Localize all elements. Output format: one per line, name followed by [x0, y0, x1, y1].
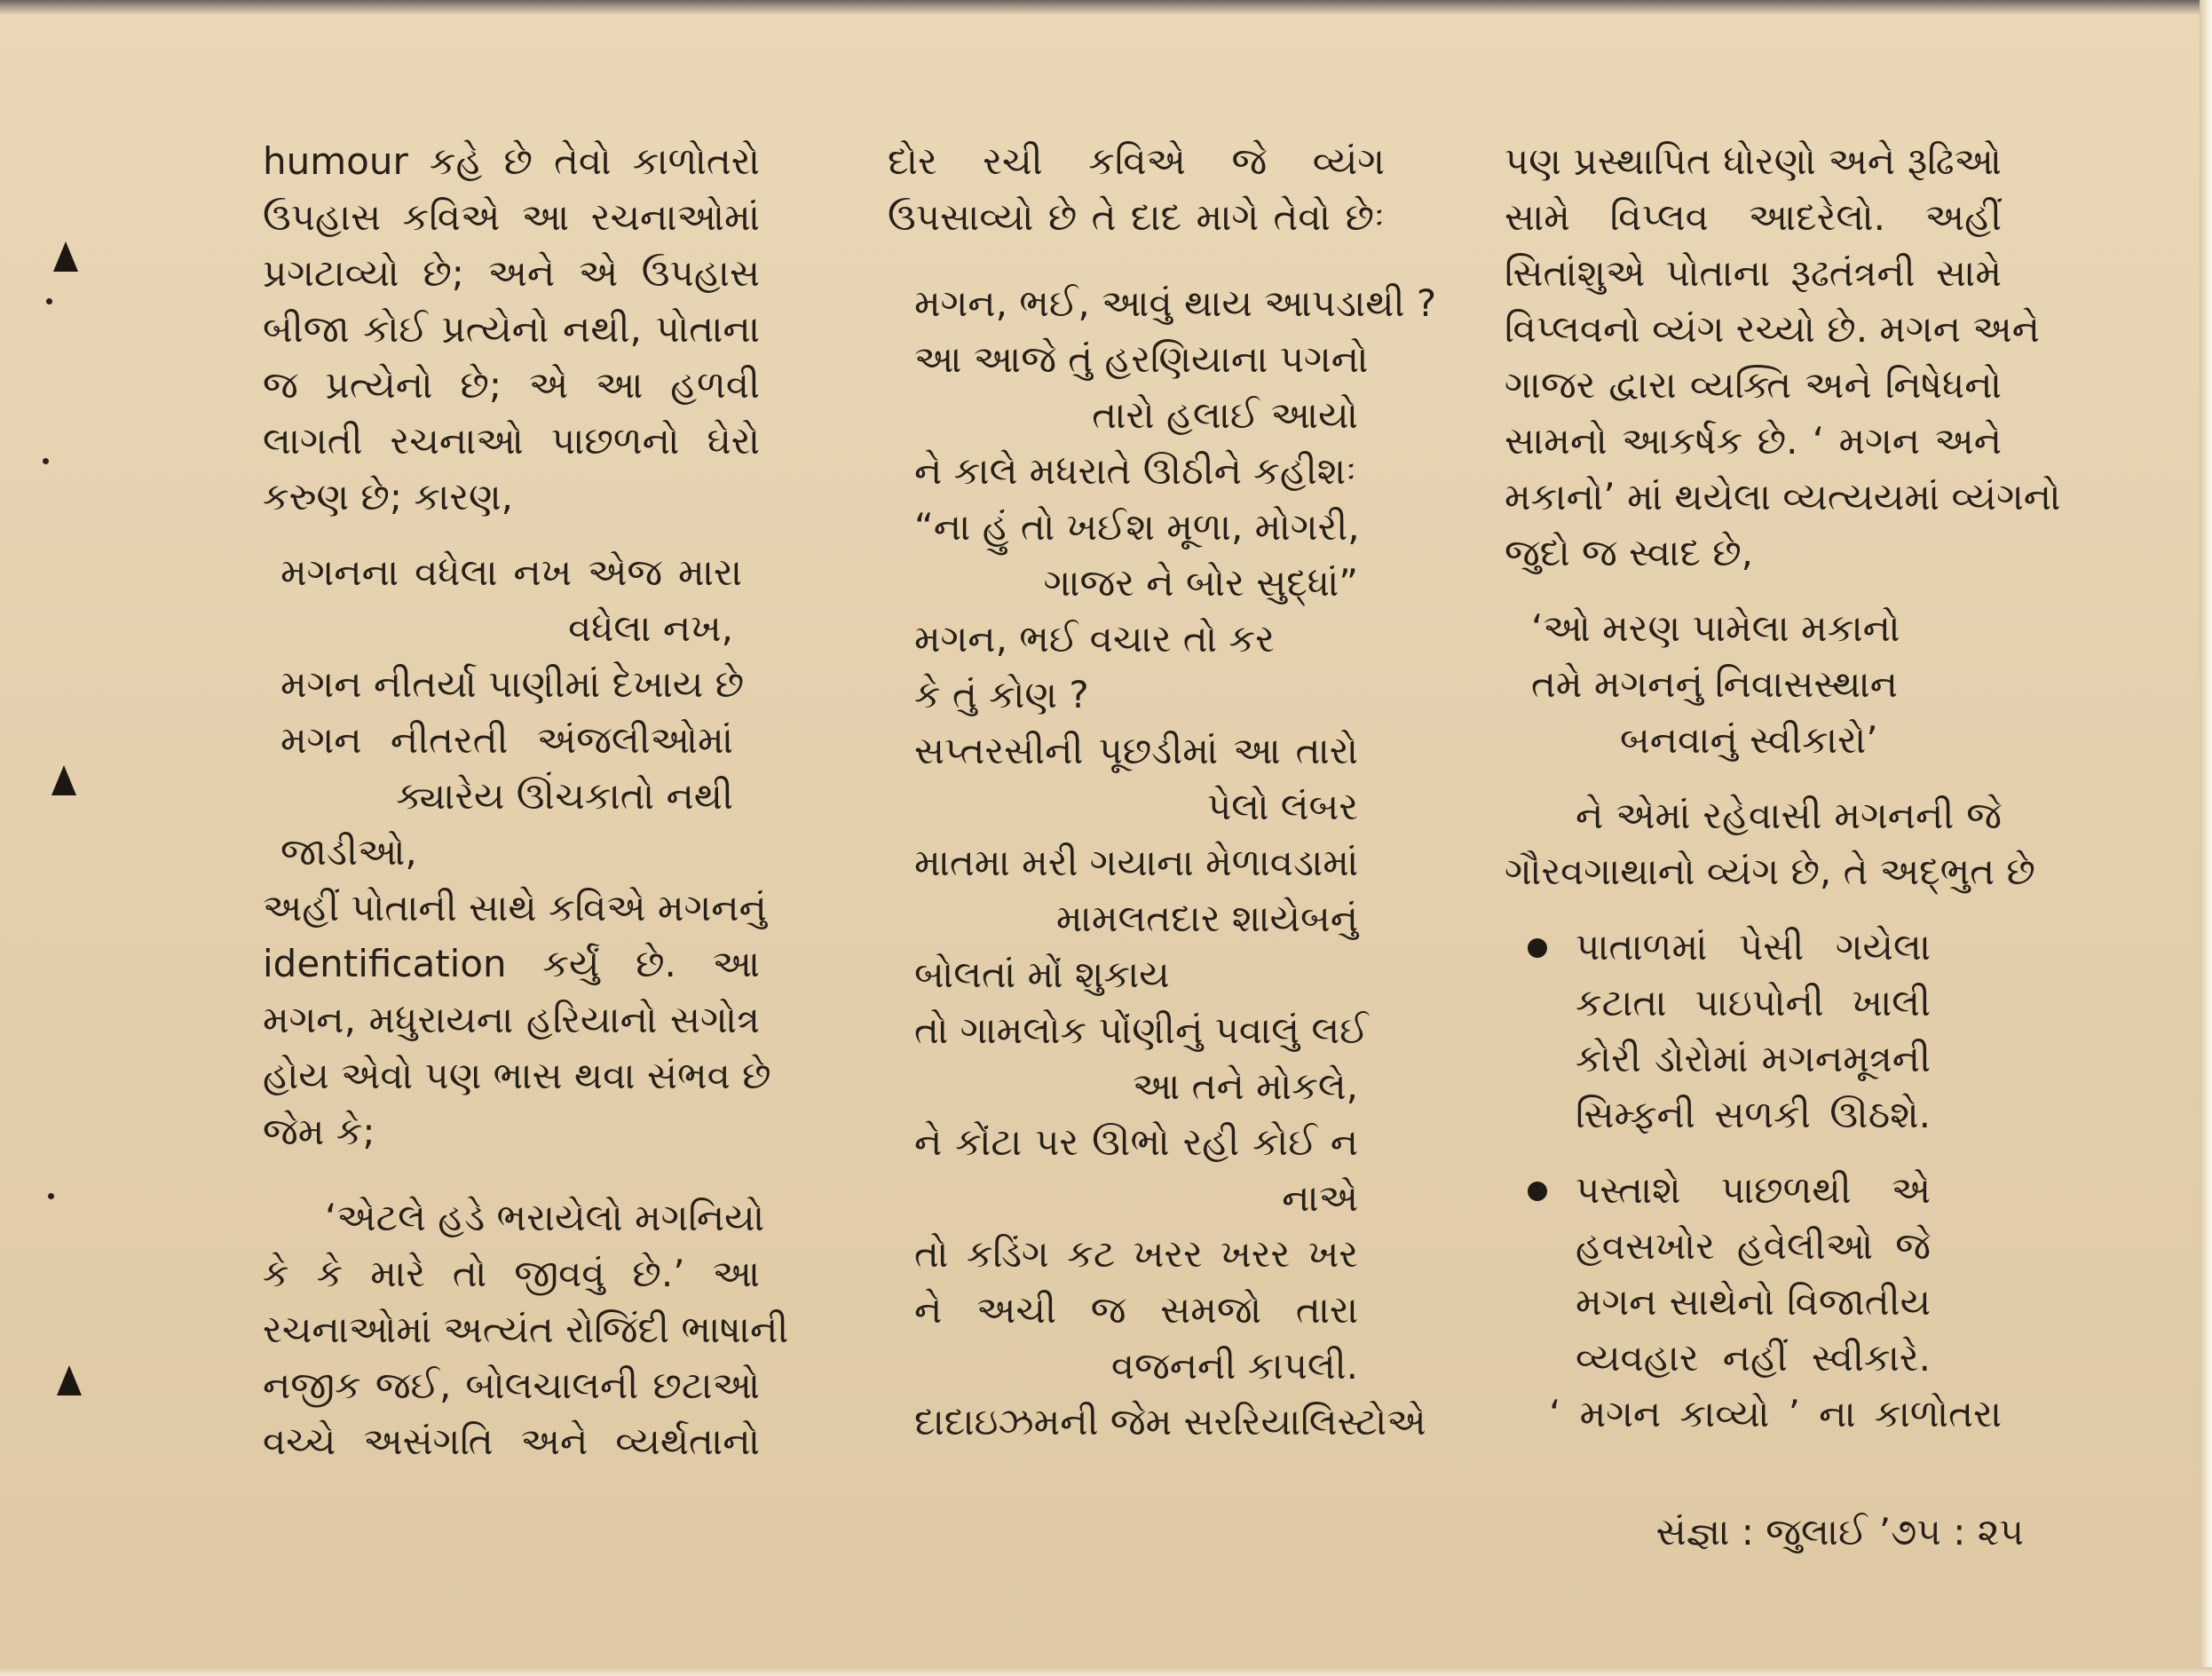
poem-line: કોરી ડોરોમાં મગનમૂત્રની [1576, 1037, 1931, 1080]
text-line: મગન, મધુરાયના હરિયાનો સગોત્ર [263, 998, 760, 1041]
poem-line: આ તને મોકલે, [1132, 1064, 1358, 1108]
text-line: સામે વિપ્લવ આદરેલો. અહીં [1505, 195, 2002, 239]
poem-line: બોલતાં મોં શુકાય [914, 953, 1170, 996]
punch-hole-mark [53, 241, 78, 272]
bullet-line [1576, 919, 1931, 975]
text-line: જુદો જ સ્વાદ છે, [1505, 531, 1754, 574]
poem-line: હવસખોર હવેલીઓ જે [1576, 1224, 1931, 1268]
bullet-icon [1528, 1182, 1547, 1201]
punch-hole-mark [51, 765, 76, 795]
poem-line: નાએ [1282, 1176, 1358, 1220]
text-line: humour કહે છે તેવો કાળોતરો [263, 139, 760, 183]
speck-mark [46, 298, 52, 304]
page-bottom-edge [0, 1667, 2212, 1676]
page-footer: સંજ્ઞા : જુલાઈ ’૭૫ : ૨૫ [1655, 1510, 2024, 1553]
poem-line: મગન નીતર્યા પાણીમાં દેખાય છે [280, 662, 745, 706]
poem-line: વ્યવહાર નહીં સ્વીકારે. [1576, 1336, 1931, 1380]
text-line: રચનાઓમાં અત્યંત રોજિંદી ભાષાની [263, 1308, 789, 1351]
poem-line: મગન નીતરતી અંજલીઓમાં [280, 718, 733, 762]
poem-line: તો કડિંગ કટ ખરર ખરર ખર [914, 1232, 1358, 1276]
text-line: વિપ્લવનો વ્યંગ રચ્યો છે. મગન અને [1505, 307, 2040, 351]
text-line: જેમ કે; [263, 1110, 375, 1153]
poem-line: સિમ્ફની સળકી ઊઠશે. [1576, 1093, 1931, 1136]
speck-mark [43, 458, 49, 464]
text-line: પણ પ્રસ્થાપિત ધોરણો અને રૂઢિઓ [1505, 139, 2002, 183]
text-line: વચ્ચે અસંગતિ અને વ્યર્થતાનો [263, 1419, 760, 1463]
poem-line: ને અચી જ સમજો તારા [914, 1288, 1358, 1332]
poem-line: તારો હલાઈ આયો [1092, 393, 1358, 437]
poem-line: મગનના વધેલા નખ એજ મારા [280, 550, 742, 594]
poem-line: માતમા મરી ગયાના મેળાવડામાં [914, 841, 1359, 884]
poem-line: જાડીઓ, [280, 830, 417, 874]
punch-hole-mark [57, 1365, 82, 1395]
poem-line: “ના હું તો ખઈશ મૂળા, મોગરી, [914, 505, 1360, 549]
poem-line: મગન, ભઈ, આવું થાય આપડાથી ? [914, 281, 1437, 325]
poem-line: વજનની કાપલી. [1110, 1344, 1358, 1387]
text-line: ‘એટલે હડે ભરાયેલો મગનિયો [325, 1196, 765, 1239]
text-line: ગૌરવગાથાનો વ્યંગ છે, તે અદ્ભુત છે [1505, 850, 2035, 893]
text-line: કરુણ છે; કારણ, [263, 475, 514, 518]
text-line: ને એમાં રહેવાસી મગનની જે [1576, 794, 2002, 837]
column-middle [888, 133, 1437, 1450]
poem-line: ‘ઓ મરણ પામેલા મકાનો [1531, 606, 1900, 650]
poem-line: ગાજર ને બોર સુદ્ધાં” [1043, 561, 1358, 605]
text-line: ઉપહાસ કવિએ આ રચનાઓમાં [263, 195, 760, 239]
poem-line: તો ગામલોક પોંણીનું પવાલું લઈ [914, 1008, 1369, 1052]
text-line: identification કર્યું છે. આ [263, 942, 760, 985]
text-line: લાગતી રચનાઓ પાછળનો ઘેરો [263, 419, 760, 462]
poem-line: મામલતદાર શાયેબનું [1055, 897, 1358, 940]
poem-line: ક્યારેય ઊંચકાતો નથી [396, 774, 733, 818]
text-line: મકાનો’ માં થયેલા વ્યત્યયમાં વ્યંગનો [1505, 475, 2061, 518]
column-right [1505, 133, 2061, 1442]
poem-line: કે તું કોણ ? [914, 673, 1089, 716]
text-line: નજીક જઈ, બોલચાલની છટાઓ [263, 1364, 760, 1407]
poem-line: તમે મગનનું નિવાસસ્થાન [1531, 662, 1898, 706]
bullet-icon [1528, 938, 1547, 958]
poem-line: ને કોંટા પર ઊભો રહી કોઈ ન [914, 1120, 1358, 1164]
poem-line: આ આજે તું હરણિયાના પગનો [914, 337, 1369, 381]
text-line: ઉપસાવ્યો છે તે દાદ માગે તેવો છેઃ [888, 195, 1385, 239]
poem-line: મગન સાથેનો વિજાતીય [1576, 1280, 1931, 1324]
poem-line: મગન, ભઈ વચાર તો કર [914, 617, 1275, 660]
poem-line: ‘ મગન કાવ્યો ’ ના કાળોતરા [1549, 1392, 2002, 1435]
page-top-edge [0, 0, 2212, 14]
text-line: દાદાઇઝમની જેમ સરરિયાલિસ્ટોએ [914, 1400, 1426, 1443]
text-line: સામનો આકર્ષક છે. ‘ મગન અને [1505, 419, 2002, 462]
poem-line: પેલો લંબર [1206, 785, 1358, 828]
poem-line: ને કાલે મધરાતે ઊઠીને કહીશઃ [914, 449, 1357, 493]
bullet-text: પસ્તાશે પાછળથી એ [1576, 1168, 1931, 1212]
bullet-text: પાતાળમાં પેસી ગયેલા [1576, 925, 1931, 968]
text-line: અહીં પોતાની સાથે કવિએ મગનનું [263, 886, 767, 929]
text-line: બીજા કોઈ પ્રત્યેનો નથી, પોતાના [263, 307, 760, 351]
bullet-line [1576, 1162, 1931, 1218]
poem-line: કટાતા પાઇપોની ખાલી [1576, 981, 1931, 1024]
text-line: કે કે મારે તો જીવવું છે.’ આ [263, 1252, 760, 1295]
poem-line: સપ્તરસીની પૂછડીમાં આ તારો [914, 729, 1358, 772]
text-line: જ પ્રત્યેનો છે; એ આ હળવી [263, 363, 760, 407]
text-line: દોર રચી કવિએ જે વ્યંગ [888, 139, 1385, 183]
column-left [263, 133, 789, 1469]
text-line: ગાજર દ્વારા વ્યક્તિ અને નિષેધનો [1505, 363, 2002, 407]
text-line: સિતાંશુએ પોતાના રૂઢતંત્રની સામે [1505, 251, 2002, 295]
speck-mark [48, 1193, 54, 1199]
text-line: પ્રગટાવ્યો છે; અને એ ઉપહાસ [263, 251, 760, 295]
page-right-edge [2200, 0, 2212, 1676]
text-line: હોય એવો પણ ભાસ થવા સંભવ છે [263, 1054, 771, 1097]
poem-line: બનવાનું સ્વીકારો’ [1620, 718, 1878, 762]
poem-line: વધેલા નખ, [568, 606, 733, 650]
